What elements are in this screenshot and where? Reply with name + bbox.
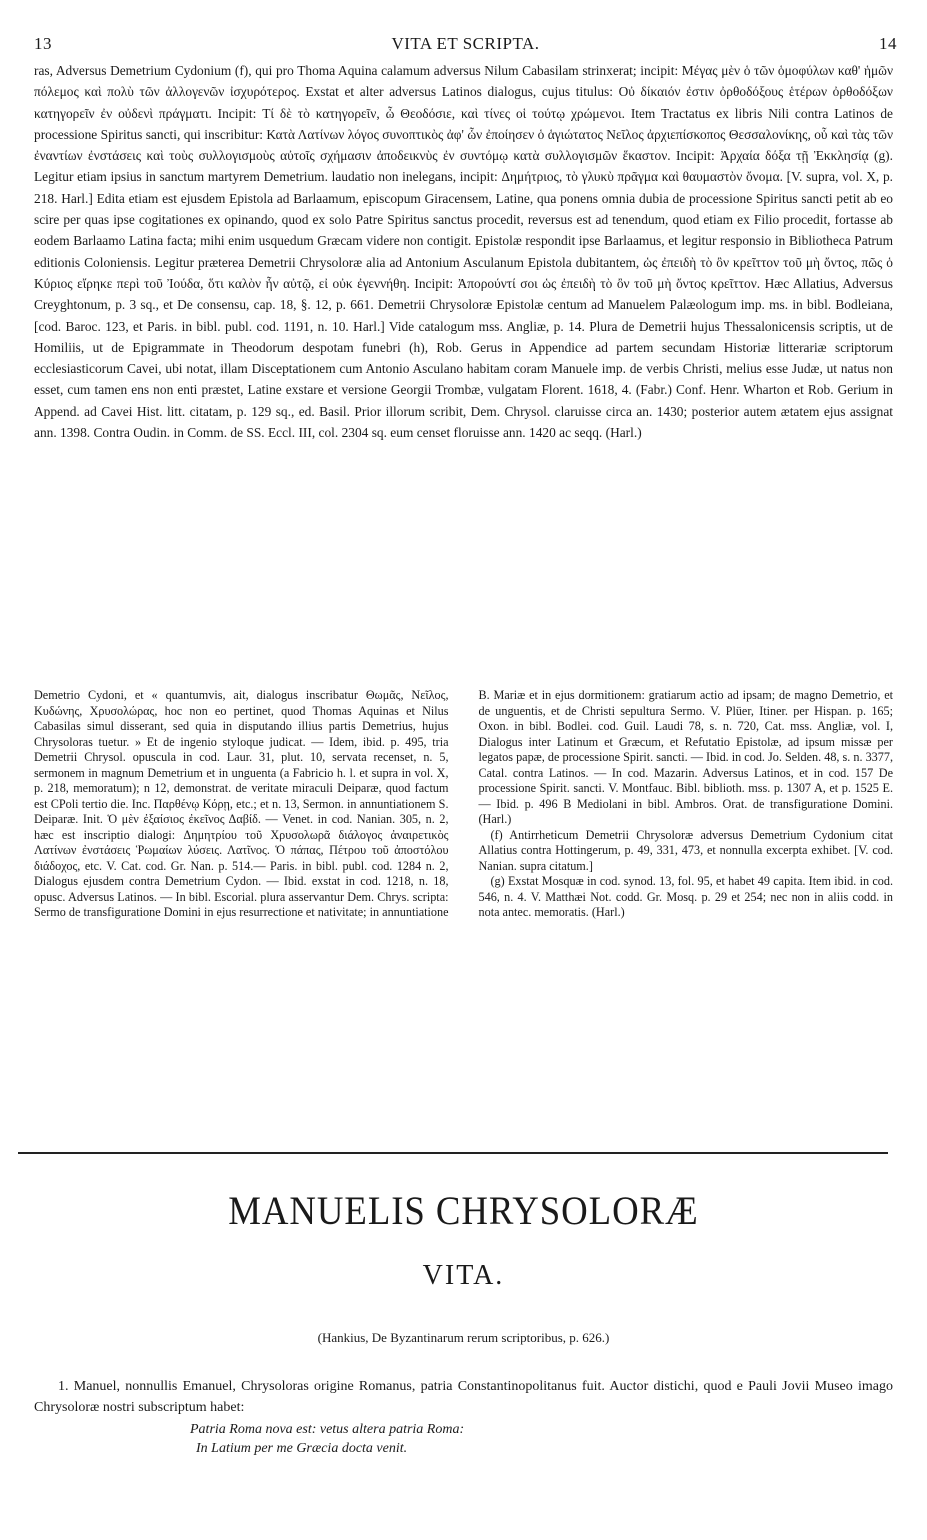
distich: [190, 1420, 464, 1458]
footnotes-block: [34, 688, 893, 921]
main-text-paragraph: ras, Adversus Demetrium Cydonium (f), qui pro Thoma Aquina calamum adversus Nilum Cabasilam strinxerat; incipit: Μέγας μὲν ὁ τῶν ὁμοφύλων καθ' ἡμῶν πόλεμος καὶ πολὺ τῶν ἀλλογενῶν ἰσχυρότερος. Exstat et alter adversus Latinos dialogus, cujus titulus: Οὐ δίκαιόν ἐστιν ὀρθοδόξους ἑτέρων ὀρθοδόξων κατηγορεῖν ἐν οὐδενὶ πράγματι. Incipit: Τί δὲ τὸ κατηγορεῖν, ὦ Θεοδόσιε, καὶ τίνες οἱ τούτῳ χρώμενοι. Item Tractatus ex libris Nili contra Latinos de processione Spiritus sancti, qui inscribitur: Κατὰ Λατίνων λόγος συνοπτικὸς ἀφ' ὧν ἐποίησεν ὁ ἁγιώτατος Νεῖλος ἀρχιεπίσκοπος Θεσσαλονίκης, οὗ καὶ τὰς τῶν ἐναντίων ἐνστάσεις καὶ τοὺς συλλογισμοὺς αὐτοῖς σχήμασιν ἀποδεικνὺς ἐν συντόμῳ κατὰ συλλογισμῶν ἕκαστον. Incipit: Ἀρχαία δόξα τῇ Ἐκκλησίᾳ (g). Legitur etiam ipsius in sanctum martyrem Demetrium. laudatio non inelegans, incipit: Δημήτριος, τὸ γλυκὺ πρᾶγμα καὶ θαυμαστὸν ὄνομα. [V. supra, vol. X, p. 218. Harl.] Edita etiam est ejusdem Epistola ad Barlaamum, episcopum Giracensem, Latine, qua ponens omnia dubia de processione Spiritus sancti petit ab eo scire per quas ipse cogitationes ex opinando, quod ex solo Patre Spiritus sanctus procedit, reversus est ad tenendum, quod etiam ex Filio procedit, fortasse ab eodem Barlaamo Latina facta; mihi enim usquedum Græcam videre non contigit. Epistolæ respondit ipse Barlaamus, et legitur responsio in Bibliotheca Patrum editionis Coloniensis. Legitur præterea Demetrii Chrysoloræ alia ad Antonium Asculanum Epistola dubitantem, ὡς ἐπειδὴ τὸ ὂν κρεῖττον τοῦ μὴ ὄντος, πῶς ὁ Κύριος εἴρηκε περὶ τοῦ Ἰούδα, ὅτι καλὸν ἦν αὐτῷ, εἰ οὐκ ἐγεννήθη. Incipit: Ἀπορούντί σοι ὡς ἐπειδὴ τὸ ὂν τοῦ μὴ ὄντος κρεῖττον. Hæc Allatius, Adversus Creyghtonum, p. 3 sq., et De consensu, cap. 18, §. 12, p. 661. Demetrii Chrysoloræ Epistolæ centum ad Manuelem Palæologum imp. ms. in bibl. Bodleiana, [cod. Baroc. 123, et Paris. in bibl. publ. cod. 1191, n. 10. Harl.] Vide catalogum mss. Angliæ, p. 14. Plura de Demetrii hujus Thessalonicensis scriptis, ut de Homiliis, ut de Epigrammate in Theodorum despotam funebri (h), Rob. Gerus in Appendice ad partem secundam Historiæ litterariæ scriptorum ecclesiasticorum Cavei, ubi notat, illam Disceptationem cum Antonio Asculano habitam coram Manuele imp. de verbis Christi, melius esse Judæ, ut natus non esset, cum tamen ens non enti præstet, Latine exstare et versione Georgii Trombæ, vulgatam Florent. 1618, 4. (Fabr.) Conf. Henr. Wharton et Rob. Gerium in Append. ad Cavei Hist. litt. citatam, p. 129 sq., ed. Basil. Prior illorum scribit, Dem. Chrysol. claruisse circa an. 1430; posterior autem ætatem ejus assignat ann. 1398. Contra Oudin. in Comm. de SS. Eccl. III, col. 2304 sq. eum censet floruisse ann. 1420 ac seqq. (Harl.): [34, 63, 893, 441]
distich-line-1: Patria Roma nova est: vetus altera patria Roma:: [190, 1422, 465, 1437]
vita-paragraph-1: 1. Manuel, nonnullis Emanuel, Chrysoloras origine Romanus, patria Constantinopolitanus fuit. Auctor distichi, quod e Pauli Jovii Museo imago Chrysoloræ nostri subscriptum habet:: [34, 1379, 893, 1415]
running-title: VITA ET SCRIPTA.: [391, 34, 540, 53]
footnote-continuation: Demetrio Cydoni, et « quantumvis, ait, dialogus inscribatur Θωμᾶς, Νεῖλος, Κυδώνης, Χρυσολώρας, hoc non eo pertinet, quod Thomas Aquinas et Nilus Cabasilas simul disserant, sed quia in disputando illius partis Demetrius, hujus Chrysoloras tuetur. » Et de ingenio styloque judicat. — Idem, ibid. p. 495, tria Demetrii Chrysol. opuscula in cod. Laur. 31, plut. 10, servata recenset, n. 5, sermonem in magnum Demetrium et in unguenta (a Fabricio h. l. et supra in vol. X, p. 218, memoratum); n 12, demonstrat. de veritate miraculi Deiparæ, quod factum est CPoli tertio die. Inc. Παρθένῳ Κόρῃ, etc.; et n. 13, Sermon. in annuntiationem S. Deiparæ. Init. Ὁ μὲν ἐξαίσιος ἐκεῖνος Δαβίδ. — Venet. in cod. Nanian. 305, n. 2, hæc est inscriptio dialogi: Δημητρίου τοῦ Χρυσολωρᾶ διάλογος ἀναιρετικὸς Λατίνων ἐνστάσεις Ῥωμαίων λύσεις. Λατῖνος. Ὁ πάπας, Πέτρου τοῦ ἀποστόλου διάδοχος, etc. V. Cat. cod. Gr. Nan. p. 514.— Paris. in bibl. publ. cod. 1284 n. 2, Dialogus ejusdem contra Demetrium Cydon. — Ibid. exstat in cod. 1218, n. 18, opusc. Adversus Latinos. — In bibl. Escorial. plura asservantur Dem. Chrys. scripta: Sermo de transfiguratione Domini in ejus resurrectione et nativitate; in annuntiatione B. Mariæ et in ejus dormitionem: gratiarum actio ad ipsam; de magno Demetrio, et de unguentis, et de Christi sepultura Sermo. V. Plüer, Itiner. per Hispan. p. 165; Oxon. in bibl. Bodlei. cod. Guil. Laudi 78, s. n. 720, Cat. mss. Angliæ, vol. I, Dialogus inter Latinum et Græcum, et Refutatio Epistolæ, ad ipsum missæ per legatos papæ, de processione Spirit. sancti. — Ibid. in cod. Jo. Selden. 48, s. n. 3377, Catal. contra Latinos. — In cod. Mazarin. Adversus Latinos, et in cod. 157 De processione Spirit. sancti. V. Montfauc. Bibl. biblioth. mss. p. 1307 A, et p. 1525 E. — Ibid. p. 496 B Mediolani in bibl. Ambros. Orat. de transfiguratione Domini. (Harl.): [34, 688, 893, 919]
section-divider: [18, 1152, 888, 1154]
distich-line-2: In Latium per me Græcia docta venit.: [196, 1441, 408, 1456]
main-text-block: [34, 60, 893, 443]
right-column-number: 14: [879, 34, 897, 53]
section-heading: MANUELIS CHRYSOLORÆ: [228, 1188, 699, 1233]
footnote-g: (g) Exstat Mosquæ in cod. synod. 13, fol. 95, et habet 49 capita. Item ibid. in cod. 546, n. 4. V. Matthæi Not. codd. Gr. Mosq. p. 29 et 254; nec non in aliis codd. in nota antec. memoratis. (Harl.): [478, 874, 893, 919]
footnote-f: (f) Antirrheticum Demetrii Chrysoloræ adversus Demetrium Cydonium citat Allatius contra Hottingerum, p. 49, 331, 473, et nonnulla excerpta exhibet. [V. cod. Nanian. supra citatum.]: [478, 827, 893, 873]
running-head: [34, 34, 897, 56]
section-subheading: VITA.: [422, 1260, 505, 1291]
source-note: (Hankius, De Byzantinarum rerum scriptoribus, p. 626.): [317, 1330, 610, 1345]
left-column-number: 13: [34, 34, 52, 53]
